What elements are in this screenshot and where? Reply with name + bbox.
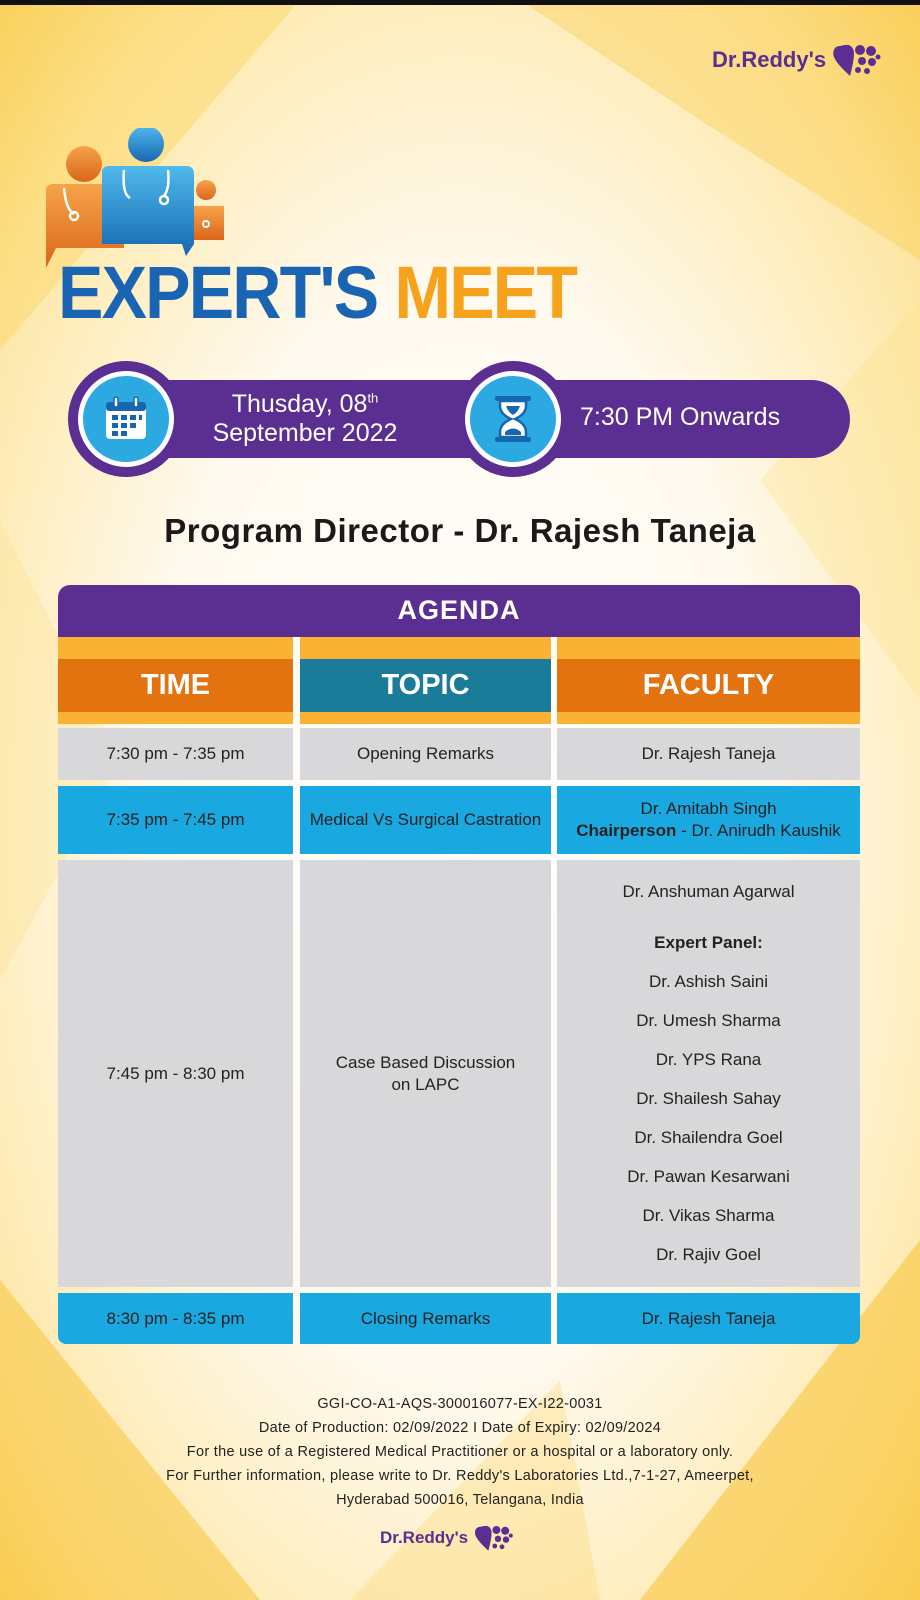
- table-row-4-topic: Closing Remarks: [300, 1293, 551, 1344]
- table-row-1-time: 7:30 pm - 7:35 pm: [58, 728, 293, 780]
- calendar-icon: [101, 394, 151, 444]
- table-row-1-topic: Opening Remarks: [300, 728, 551, 780]
- title-part1: EXPERT'S: [58, 251, 378, 334]
- event-date: [190, 390, 420, 448]
- date-line2: September 2022: [212, 419, 398, 447]
- table-row-3-time: 7:45 pm - 8:30 pm: [58, 860, 293, 1287]
- date-suffix: th: [367, 390, 379, 406]
- footer-info-line1: For Further information, please write to Dr. Reddy's Laboratories Ltd.,7-1-27, Ameerpet,: [166, 1468, 754, 1484]
- speaker-name: Dr. Anshuman Agarwal: [622, 882, 795, 902]
- panelist: Dr. Pawan Kesarwani: [627, 1166, 790, 1186]
- hourglass-badge: [455, 361, 571, 477]
- brand-logo-top: [712, 40, 882, 80]
- panelist: Dr. Ashish Saini: [648, 971, 769, 991]
- footer-info-line2: Hyderabad 500016, Telangana, India: [336, 1492, 584, 1508]
- footer-disclaimer: [0, 1392, 920, 1512]
- date-line1: Thusday, 08: [231, 390, 368, 418]
- topic-line1: Case Based Discussion: [335, 1052, 516, 1072]
- footer-dates: Date of Production: 02/09/2022 I Date of Expiry: 02/09/2024: [258, 1420, 662, 1436]
- header-time: TIME: [58, 637, 293, 724]
- table-row-2-time: 7:35 pm - 7:45 pm: [58, 786, 293, 854]
- event-time: 7:30 PM Onwards: [580, 403, 781, 431]
- panelist: Dr. Shailendra Goel: [634, 1127, 783, 1147]
- heart-dots-icon: [832, 40, 882, 80]
- brand-logo-bottom: [380, 1522, 514, 1554]
- table-row-4-time: 8:30 pm - 8:35 pm: [58, 1293, 293, 1344]
- panelist: Dr. Vikas Sharma: [642, 1205, 775, 1225]
- expert-panel-label: Expert Panel:: [654, 932, 763, 952]
- panelist: Dr. Umesh Sharma: [636, 1010, 781, 1030]
- calendar-badge: [68, 361, 184, 477]
- panelist: Dr. YPS Rana: [655, 1049, 762, 1069]
- title-part2: MEET: [394, 251, 577, 334]
- heart-dots-icon: [474, 1522, 514, 1554]
- chairperson: [576, 820, 841, 842]
- chairperson-label: Chairperson: [576, 821, 677, 840]
- footer-usage: For the use of a Registered Medical Practitioner or a hospital or a laboratory only.: [186, 1444, 734, 1460]
- footer-code: GGI-CO-A1-AQS-300016077-EX-I22-0031: [317, 1396, 603, 1412]
- event-title: [58, 251, 577, 334]
- table-row-2-faculty: [557, 786, 860, 854]
- table-row-3-faculty: [557, 860, 860, 1287]
- header-faculty: FACULTY: [557, 637, 860, 724]
- speaker-name: Dr. Amitabh Singh: [640, 799, 777, 818]
- table-row-4-faculty: Dr. Rajesh Taneja: [557, 1293, 860, 1344]
- program-director: Program Director - Dr. Rajesh Taneja: [164, 512, 756, 549]
- agenda-title: AGENDA: [58, 585, 860, 637]
- hourglass-icon: [491, 394, 535, 444]
- brand-name: Dr.Reddy's: [380, 1528, 469, 1547]
- topic-line2: on LAPC: [391, 1074, 460, 1094]
- table-row-1-faculty: Dr. Rajesh Taneja: [557, 728, 860, 780]
- chairperson-name: - Dr. Anirudh Kaushik: [676, 821, 841, 840]
- panelist: Dr. Rajiv Goel: [656, 1244, 761, 1264]
- table-row-3-topic: [300, 860, 551, 1287]
- header-topic: TOPIC: [300, 637, 551, 724]
- top-border: [0, 0, 920, 5]
- panelist: Dr. Shailesh Sahay: [636, 1088, 781, 1108]
- brand-name: Dr.Reddy's: [712, 47, 827, 72]
- table-row-2-topic: Medical Vs Surgical Castration: [300, 786, 551, 854]
